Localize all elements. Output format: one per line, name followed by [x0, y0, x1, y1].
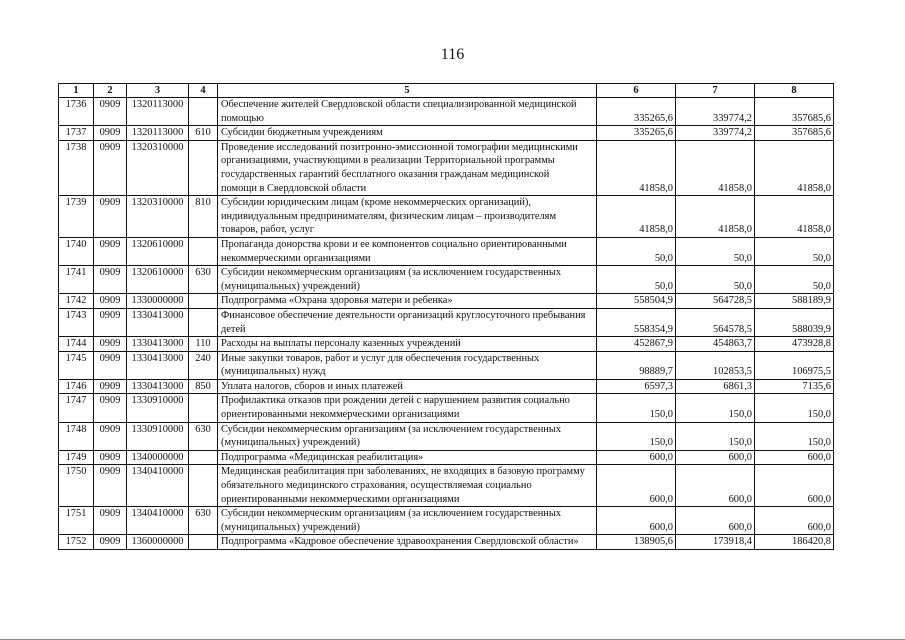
expense-type-code — [189, 450, 218, 465]
amount-col-6: 335265,6 — [597, 126, 676, 141]
description-line: (муниципальных) учреждений) — [221, 437, 360, 449]
amount-col-7: 339774,2 — [676, 98, 755, 126]
section-code: 0909 — [94, 266, 127, 294]
table-row — [59, 140, 834, 195]
description-line: помощи в Свердловской области — [221, 182, 367, 194]
amount-col-6: 41858,0 — [597, 196, 676, 238]
amount-col-6: 50,0 — [597, 266, 676, 294]
section-code: 0909 — [94, 140, 127, 195]
table-row — [59, 351, 834, 379]
amount-col-6: 558504,9 — [597, 294, 676, 309]
description-line: государственных гарантий бесплатного оказания гражданам медицинской — [221, 168, 550, 180]
table-row — [59, 98, 834, 126]
amount-col-7: 102853,5 — [676, 351, 755, 379]
row-number: 1747 — [59, 394, 94, 422]
row-number: 1738 — [59, 140, 94, 195]
page-number: 116 — [440, 46, 465, 63]
description-line: обязательного медицинского страхования, осуществляемая социально — [221, 480, 532, 492]
table-row — [59, 394, 834, 422]
amount-col-8: 600,0 — [755, 465, 834, 507]
description-line: Пропаганда донорства крови и ее компонентов социально ориентированными — [221, 238, 567, 250]
section-code: 0909 — [94, 422, 127, 450]
amount-col-8: 357685,6 — [755, 126, 834, 141]
column-header: 3 — [127, 84, 189, 98]
column-header: 4 — [189, 84, 218, 98]
target-article-code: 1360000000 — [127, 535, 189, 550]
expense-type-code: 110 — [189, 337, 218, 352]
column-header: 1 — [59, 84, 94, 98]
expense-type-code: 630 — [189, 507, 218, 535]
amount-col-6: 600,0 — [597, 465, 676, 507]
item-description — [218, 351, 597, 379]
item-description — [218, 98, 597, 126]
description-line: Обеспечение жителей Свердловской области специализированной медицинской — [221, 99, 577, 110]
amount-col-6: 558354,9 — [597, 308, 676, 336]
expense-type-code — [189, 465, 218, 507]
table-row — [59, 126, 834, 141]
description-line: (муниципальных) нужд — [221, 366, 326, 378]
amount-col-6: 600,0 — [597, 450, 676, 465]
description-line: Иные закупки товаров, работ и услуг для обеспечения государственных — [221, 352, 540, 364]
expense-type-code — [189, 98, 218, 126]
target-article-code: 1330413000 — [127, 337, 189, 352]
description-line: ориентированными некоммерческими организациями — [221, 493, 460, 505]
expense-type-code — [189, 394, 218, 422]
item-description — [218, 294, 597, 309]
row-number: 1742 — [59, 294, 94, 309]
amount-col-7: 600,0 — [676, 507, 755, 535]
amount-col-8: 186420,8 — [755, 535, 834, 550]
amount-col-8: 150,0 — [755, 394, 834, 422]
row-number: 1743 — [59, 308, 94, 336]
target-article-code: 1320113000 — [127, 126, 189, 141]
amount-col-7: 600,0 — [676, 465, 755, 507]
description-line: Финансовое обеспечение деятельности организаций круглосуточного пребывания — [221, 309, 586, 321]
target-article-code: 1320310000 — [127, 140, 189, 195]
amount-col-7: 564728,5 — [676, 294, 755, 309]
amount-col-8: 50,0 — [755, 266, 834, 294]
item-description — [218, 394, 597, 422]
row-number: 1751 — [59, 507, 94, 535]
expense-type-code — [189, 237, 218, 265]
description-line: Субсидии юридическим лицам (кроме некоммерческих организаций), — [221, 197, 531, 209]
section-code: 0909 — [94, 535, 127, 550]
item-description — [218, 196, 597, 238]
target-article-code: 1330413000 — [127, 379, 189, 394]
target-article-code: 1330000000 — [127, 294, 189, 309]
target-article-code: 1330413000 — [127, 351, 189, 379]
target-article-code: 1340410000 — [127, 465, 189, 507]
row-number: 1746 — [59, 379, 94, 394]
item-description — [218, 507, 597, 535]
amount-col-7: 454863,7 — [676, 337, 755, 352]
amount-col-6: 150,0 — [597, 422, 676, 450]
section-code: 0909 — [94, 237, 127, 265]
target-article-code: 1320113000 — [127, 98, 189, 126]
section-code: 0909 — [94, 465, 127, 507]
description-line: Субсидии некоммерческим организациям (за исключением государственных — [221, 423, 562, 435]
amount-col-7: 50,0 — [676, 237, 755, 265]
amount-col-6: 41858,0 — [597, 140, 676, 195]
target-article-code: 1320610000 — [127, 237, 189, 265]
amount-col-6: 600,0 — [597, 507, 676, 535]
description-line: Подпрограмма «Кадровое обеспечение здравоохранения Свердловской области» — [221, 536, 579, 548]
table-row — [59, 237, 834, 265]
section-code: 0909 — [94, 450, 127, 465]
expense-type-code — [189, 535, 218, 550]
amount-col-8: 41858,0 — [755, 196, 834, 238]
amount-col-8: 357685,6 — [755, 98, 834, 126]
budget-table — [58, 83, 834, 550]
amount-col-8: 600,0 — [755, 450, 834, 465]
row-number: 1750 — [59, 465, 94, 507]
amount-col-6: 50,0 — [597, 237, 676, 265]
section-code: 0909 — [94, 379, 127, 394]
amount-col-8: 7135,6 — [755, 379, 834, 394]
table-row — [59, 465, 834, 507]
section-code: 0909 — [94, 351, 127, 379]
description-line: некоммерческими организациями — [221, 252, 371, 264]
amount-col-8: 106975,5 — [755, 351, 834, 379]
target-article-code: 1320610000 — [127, 266, 189, 294]
table-row — [59, 294, 834, 309]
amount-col-8: 150,0 — [755, 422, 834, 450]
expense-type-code — [189, 308, 218, 336]
column-header: 2 — [94, 84, 127, 98]
amount-col-7: 600,0 — [676, 450, 755, 465]
column-header: 7 — [676, 84, 755, 98]
amount-col-6: 335265,6 — [597, 98, 676, 126]
section-code: 0909 — [94, 126, 127, 141]
amount-col-6: 6597,3 — [597, 379, 676, 394]
description-line: товаров, работ, услуг — [221, 224, 315, 236]
target-article-code: 1330910000 — [127, 394, 189, 422]
table-row — [59, 535, 834, 550]
item-description — [218, 308, 597, 336]
amount-col-6: 138905,6 — [597, 535, 676, 550]
row-number: 1739 — [59, 196, 94, 238]
item-description — [218, 237, 597, 265]
amount-col-6: 452867,9 — [597, 337, 676, 352]
section-code: 0909 — [94, 308, 127, 336]
row-number: 1745 — [59, 351, 94, 379]
amount-col-8: 588039,9 — [755, 308, 834, 336]
row-number: 1749 — [59, 450, 94, 465]
description-line: (муниципальных) учреждений) — [221, 521, 360, 533]
amount-col-6: 150,0 — [597, 394, 676, 422]
description-line: ориентированными некоммерческими организациями — [221, 409, 460, 421]
row-number: 1748 — [59, 422, 94, 450]
section-code: 0909 — [94, 507, 127, 535]
table-row — [59, 422, 834, 450]
description-line: Подпрограмма «Медицинская реабилитация» — [221, 451, 424, 463]
section-code: 0909 — [94, 196, 127, 238]
table-row — [59, 266, 834, 294]
section-code: 0909 — [94, 98, 127, 126]
table-row — [59, 379, 834, 394]
item-description — [218, 535, 597, 550]
target-article-code: 1340000000 — [127, 450, 189, 465]
amount-col-8: 600,0 — [755, 507, 834, 535]
section-code: 0909 — [94, 337, 127, 352]
amount-col-7: 41858,0 — [676, 196, 755, 238]
section-code: 0909 — [94, 394, 127, 422]
amount-col-7: 41858,0 — [676, 140, 755, 195]
description-line: помощью — [221, 112, 264, 124]
description-line: Субсидии бюджетным учреждениям — [221, 127, 383, 139]
target-article-code: 1330910000 — [127, 422, 189, 450]
expense-type-code: 240 — [189, 351, 218, 379]
description-line: Субсидии некоммерческим организациям (за исключением государственных — [221, 267, 562, 279]
row-number: 1741 — [59, 266, 94, 294]
table-row — [59, 308, 834, 336]
table-body — [59, 84, 834, 550]
expense-type-code: 850 — [189, 379, 218, 394]
table-row — [59, 507, 834, 535]
amount-col-8: 588189,9 — [755, 294, 834, 309]
amount-col-7: 150,0 — [676, 422, 755, 450]
item-description — [218, 450, 597, 465]
expense-type-code: 630 — [189, 266, 218, 294]
amount-col-8: 473928,8 — [755, 337, 834, 352]
amount-col-8: 41858,0 — [755, 140, 834, 195]
column-header: 8 — [755, 84, 834, 98]
table-row — [59, 337, 834, 352]
row-number: 1752 — [59, 535, 94, 550]
description-line: индивидуальным предпринимателям, физическим лицам – производителям — [221, 210, 557, 222]
target-article-code: 1340410000 — [127, 507, 189, 535]
description-line: Медицинская реабилитация при заболеваниях, не входящих в базовую программу — [221, 466, 585, 478]
description-line: Уплата налогов, сборов и иных платежей — [221, 380, 403, 392]
target-article-code: 1330413000 — [127, 308, 189, 336]
description-line: Расходы на выплаты персоналу казенных учреждений — [221, 338, 461, 350]
section-code: 0909 — [94, 294, 127, 309]
amount-col-7: 564578,5 — [676, 308, 755, 336]
expense-type-code: 630 — [189, 422, 218, 450]
row-number: 1744 — [59, 337, 94, 352]
item-description — [218, 266, 597, 294]
expense-type-code: 810 — [189, 196, 218, 238]
row-number: 1740 — [59, 237, 94, 265]
row-number: 1737 — [59, 126, 94, 141]
table-row — [59, 196, 834, 238]
item-description — [218, 337, 597, 352]
item-description — [218, 465, 597, 507]
item-description — [218, 422, 597, 450]
target-article-code: 1320310000 — [127, 196, 189, 238]
description-line: Проведение исследований позитронно-эмиссионной томографии медицинскими — [221, 141, 578, 153]
table-row — [59, 450, 834, 465]
description-line: Подпрограмма «Охрана здоровья матери и ребенка» — [221, 295, 453, 307]
item-description — [218, 140, 597, 195]
expense-type-code — [189, 140, 218, 195]
description-line: Субсидии некоммерческим организациям (за исключением государственных — [221, 508, 562, 520]
amount-col-7: 6861,3 — [676, 379, 755, 394]
description-line: (муниципальных) учреждений) — [221, 280, 360, 292]
amount-col-8: 50,0 — [755, 237, 834, 265]
description-line: Профилактика отказов при рождении детей с нарушением развития социально — [221, 395, 570, 407]
expense-type-code: 610 — [189, 126, 218, 141]
column-header: 6 — [597, 84, 676, 98]
amount-col-7: 50,0 — [676, 266, 755, 294]
amount-col-6: 98889,7 — [597, 351, 676, 379]
item-description — [218, 126, 597, 141]
row-number: 1736 — [59, 98, 94, 126]
amount-col-7: 173918,4 — [676, 535, 755, 550]
header-row — [59, 84, 834, 98]
item-description — [218, 379, 597, 394]
amount-col-7: 150,0 — [676, 394, 755, 422]
amount-col-7: 339774,2 — [676, 126, 755, 141]
description-line: организациями, участвующими в реализации Территориальной программы — [221, 155, 555, 167]
column-header: 5 — [218, 84, 597, 98]
description-line: детей — [221, 323, 246, 335]
expense-type-code — [189, 294, 218, 309]
